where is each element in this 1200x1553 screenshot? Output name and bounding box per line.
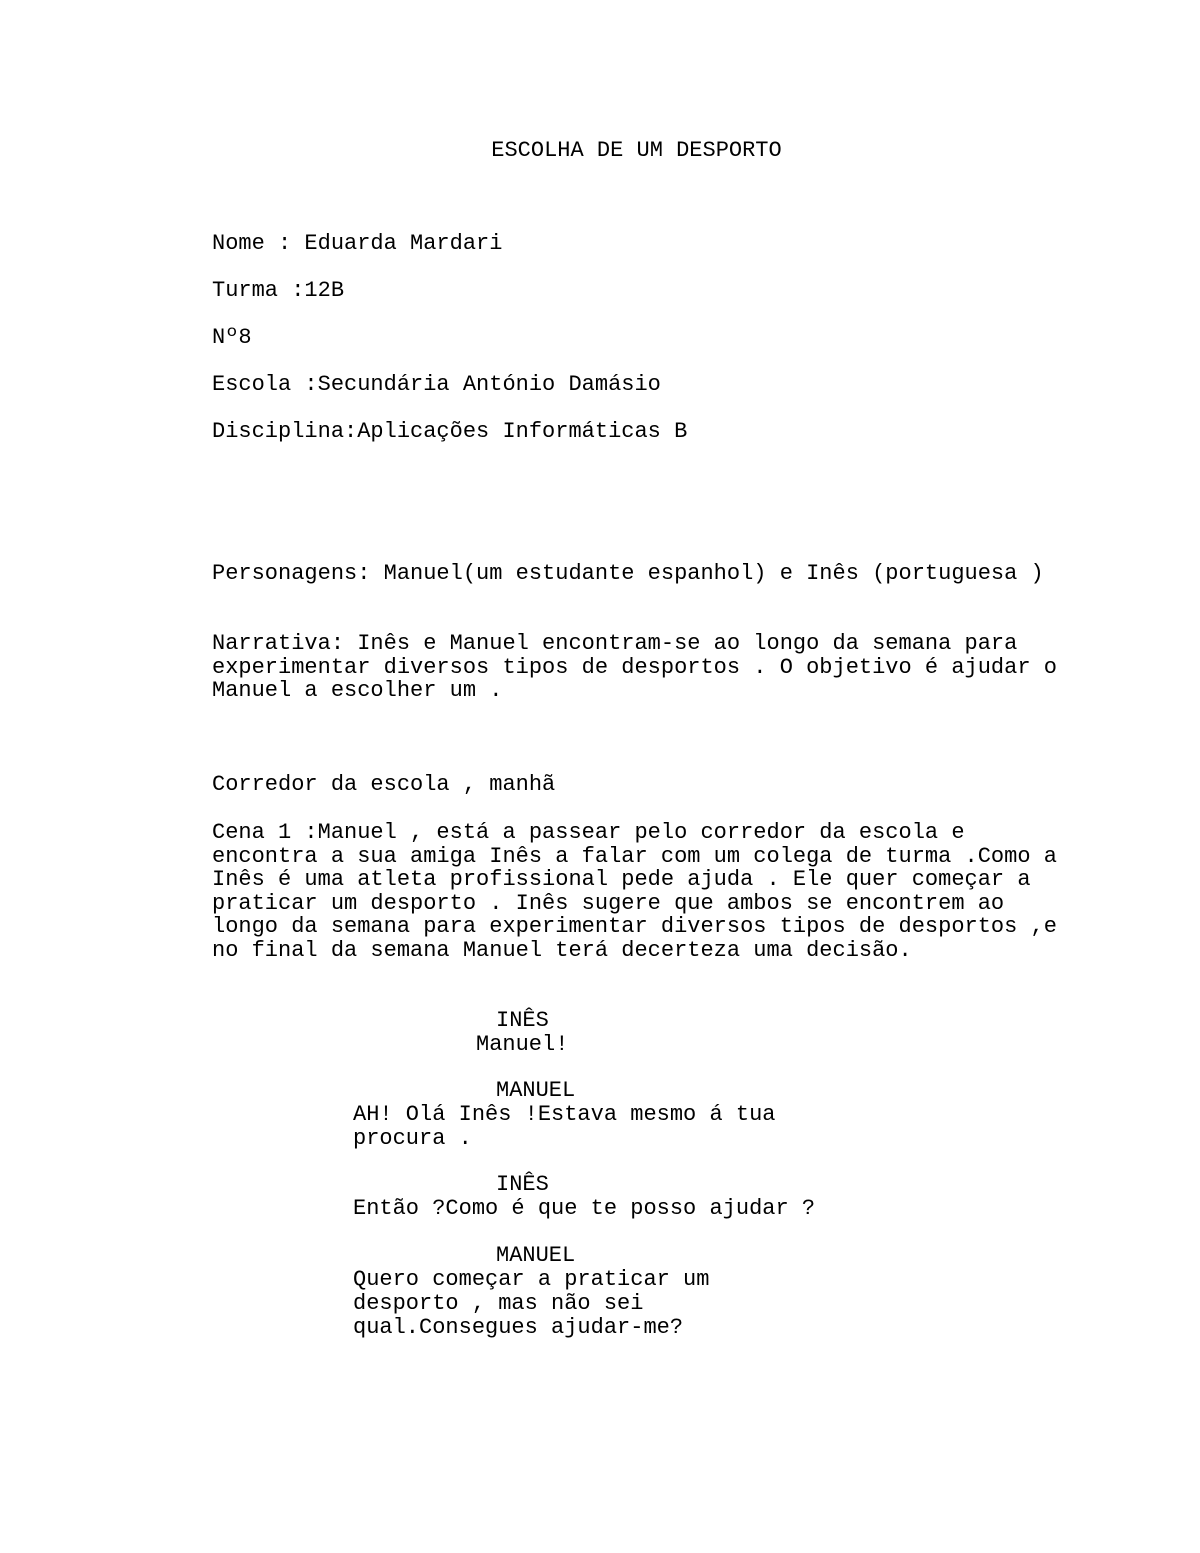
dialogue-character: MANUEL — [496, 1243, 576, 1268]
personagens-paragraph: Personagens: Manuel(um estudante espanhol) e Inês (portuguesa ) — [212, 561, 1044, 586]
info-numero: Nº8 — [212, 325, 252, 350]
cena-1-paragraph: Cena 1 :Manuel , está a passear pelo corredor da escola e encontra a sua amiga Inês a falar com um colega de turma .Como a Inês é uma atleta profissional pede ajuda . Ele quer começar a praticar um desporto . Inês sugere que ambos se encontrem ao longo da semana para experimentar diversos tipos de desportos ,e no final da semana Manuel terá decerteza uma decisão. — [212, 820, 1071, 963]
info-escola: Escola :Secundária António Damásio — [212, 372, 661, 397]
info-disciplina: Disciplina:Aplicações Informáticas B — [212, 419, 688, 444]
document-title: ESCOLHA DE UM DESPORTO — [491, 138, 782, 163]
dialogue-line: Quero começar a praticar um desporto , mas não sei qual.Consegues ajudar-me? — [353, 1267, 723, 1340]
dialogue-line: Manuel! — [476, 1032, 569, 1057]
info-turma: Turma :12B — [212, 278, 345, 303]
narrativa-paragraph: Narrativa: Inês e Manuel encontram-se ao longo da semana para experimentar diversos tipos de desportos . O objetivo é ajudar o Manuel a escolher um . — [212, 631, 1071, 704]
dialogue-line: Então ?Como é que te posso ajudar ? — [353, 1196, 816, 1221]
dialogue-character: INÊS — [496, 1008, 549, 1033]
dialogue-character: MANUEL — [496, 1078, 576, 1103]
dialogue-line: AH! Olá Inês !Estava mesmo á tua procura . — [353, 1102, 789, 1151]
dialogue-character: INÊS — [496, 1172, 549, 1197]
scene-heading: Corredor da escola , manhã — [212, 772, 556, 797]
info-nome: Nome : Eduarda Mardari — [212, 231, 503, 256]
